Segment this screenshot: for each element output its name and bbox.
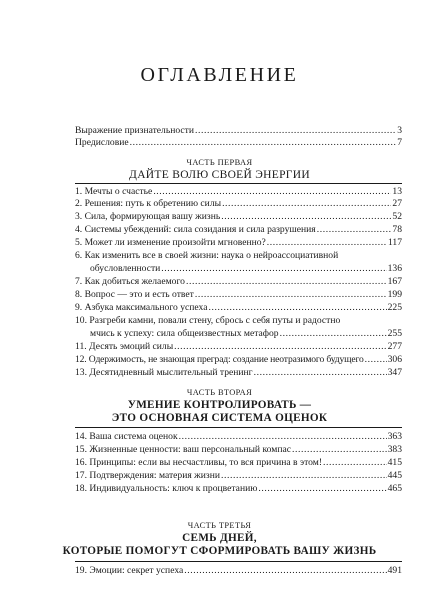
- toc-entry: [75, 328, 402, 340]
- toc-entry-page: 465: [387, 483, 402, 494]
- dot-leader: [221, 211, 391, 223]
- toc-entry-label: 7. Как добиться желаемого: [75, 276, 185, 287]
- toc-entry: [75, 224, 402, 236]
- toc-entry-label: 9. Азбука максимального успеха: [75, 302, 208, 313]
- toc-entry-label: 1. Мечты о счастье: [75, 186, 153, 197]
- toc-entry: [75, 302, 402, 314]
- toc-entry-page: 445: [387, 470, 402, 481]
- part-title: СЕМЬ ДНЕЙ,: [182, 532, 257, 544]
- dot-leader: [179, 431, 387, 443]
- dot-leader: [174, 341, 386, 353]
- toc-entry-label-cont: мчись к успеху: сила общеизвестных метафор: [90, 328, 279, 339]
- toc-entry-page: 306: [387, 354, 402, 365]
- part-label: ЧАСТЬ ТРЕТЬЯ: [187, 521, 252, 530]
- toc-entry-label: Предисловие: [75, 137, 129, 148]
- toc-entry: [75, 125, 402, 137]
- toc-entry-page: 52: [392, 211, 402, 222]
- toc-entry-page: 363: [387, 431, 402, 442]
- dot-leader: [258, 483, 386, 495]
- dot-leader: [323, 457, 387, 469]
- toc-entry-label: 3. Сила, формирующая вашу жизнь: [75, 211, 221, 222]
- part-title: ЭТО ОСНОВНАЯ СИСТЕМА ОЦЕНОК: [111, 412, 328, 424]
- toc-entry: [75, 431, 402, 443]
- toc-entry: [75, 137, 402, 149]
- part-title: УМЕНИЕ КОНТРОЛИРОВАТЬ —: [127, 399, 312, 411]
- toc-entry: [75, 198, 402, 210]
- toc-entry: [75, 341, 402, 353]
- toc-entry: [75, 237, 402, 249]
- toc-entry-label: 15. Жизненные ценности: ваш персональный компас: [75, 444, 291, 455]
- part-title: ДАЙТЕ ВОЛЮ СВОЕЙ ЭНЕРГИИ: [129, 169, 310, 181]
- toc-entry: [75, 354, 402, 366]
- toc-entry-page: 136: [387, 263, 402, 274]
- toc-entry-page: 383: [387, 444, 402, 455]
- dot-leader: [317, 224, 392, 236]
- dot-leader: [222, 198, 391, 210]
- page-title: ОГЛАВЛЕНИЕ: [140, 64, 299, 86]
- toc-entry-page: 415: [387, 457, 402, 468]
- toc-entry-page: 117: [387, 237, 402, 248]
- toc-entry: [75, 367, 402, 379]
- toc-entry-label: 2. Решения: путь к обретению силы: [75, 198, 222, 209]
- toc-entry: [75, 211, 402, 223]
- toc-entry-page: 277: [387, 341, 402, 352]
- dot-leader: [365, 354, 387, 366]
- toc-entry-page: 491: [387, 565, 402, 576]
- dot-leader: [195, 289, 387, 301]
- toc-entry: [75, 565, 402, 577]
- dot-leader: [130, 137, 397, 149]
- toc-entry-page: 255: [387, 328, 402, 339]
- toc-entry-page: 347: [387, 367, 402, 378]
- section-divider: [75, 183, 402, 184]
- toc-entry-page: 225: [387, 302, 402, 313]
- toc-entry-label: 10. Разгреби камни, повали стену, сбрось с себя путы и радостно: [75, 315, 341, 326]
- toc-entry-label: 5. Может ли изменение произойти мгновенно?: [75, 237, 266, 248]
- toc-entry-label: 12. Одержимость, не знающая преград: создание неотразимого будущего: [75, 354, 364, 365]
- dot-leader: [161, 263, 386, 275]
- toc-entry: [75, 289, 402, 301]
- dot-leader: [267, 237, 387, 249]
- toc-entry-label-cont: обусловленности: [90, 263, 161, 274]
- section-divider: [75, 427, 402, 428]
- dot-leader: [208, 302, 386, 314]
- toc-entry-label: 4. Системы убеждений: сила созидания и сила разрушения: [75, 224, 316, 235]
- part-label: ЧАСТЬ ВТОРАЯ: [186, 388, 253, 397]
- toc-entry-label: 13. Десятидневный мыслительный тренинг: [75, 367, 253, 378]
- toc-entry-page: 78: [392, 224, 402, 235]
- toc-entry-label: 18. Индивидуальность: ключ к процветанию: [75, 483, 258, 494]
- toc-entry-label: 8. Вопрос — это и есть ответ: [75, 289, 194, 300]
- toc-entry-label: Выражение признательности: [75, 125, 194, 136]
- dot-leader: [221, 470, 387, 482]
- dot-leader: [195, 125, 396, 137]
- dot-leader: [280, 328, 387, 340]
- toc-entry-page: 199: [387, 289, 402, 300]
- toc-entry: [75, 186, 402, 198]
- toc-entry-label: 14. Ваша система оценок: [75, 431, 178, 442]
- part-label: ЧАСТЬ ПЕРВАЯ: [186, 158, 253, 167]
- toc-entry-label: 17. Подтверждения: материя жизни: [75, 470, 220, 481]
- section-divider: [75, 561, 402, 562]
- part-title: КОТОРЫЕ ПОМОГУТ СФОРМИРОВАТЬ ВАШУ ЖИЗНЬ: [62, 545, 377, 557]
- toc-entry: [75, 457, 402, 469]
- dot-leader: [153, 186, 391, 198]
- toc-entry: [75, 263, 402, 275]
- dot-leader: [184, 565, 386, 577]
- toc-entry-page: 27: [392, 198, 402, 209]
- toc-entry-label: 6. Как изменить все в своей жизни: наука о нейроассоциативной: [75, 250, 339, 261]
- dot-leader: [254, 367, 387, 379]
- toc-entry: [75, 444, 402, 456]
- toc-entry: [75, 483, 402, 495]
- toc-entry-label: 19. Эмоции: секрет успеха: [75, 565, 184, 576]
- toc-entry: [75, 470, 402, 482]
- toc-entry-label: 11. Десять эмоций силы: [75, 341, 174, 352]
- toc-entry: [75, 276, 402, 288]
- toc-entry-page: 167: [387, 276, 402, 287]
- toc-entry-label: 16. Принципы: если вы несчастливы, то вся причина в этом!: [75, 457, 323, 468]
- dot-leader: [292, 444, 387, 456]
- toc-entry-page: 13: [392, 186, 402, 197]
- dot-leader: [186, 276, 387, 288]
- toc-entry-page: 3: [397, 125, 402, 136]
- toc-entry-page: 7: [397, 137, 402, 148]
